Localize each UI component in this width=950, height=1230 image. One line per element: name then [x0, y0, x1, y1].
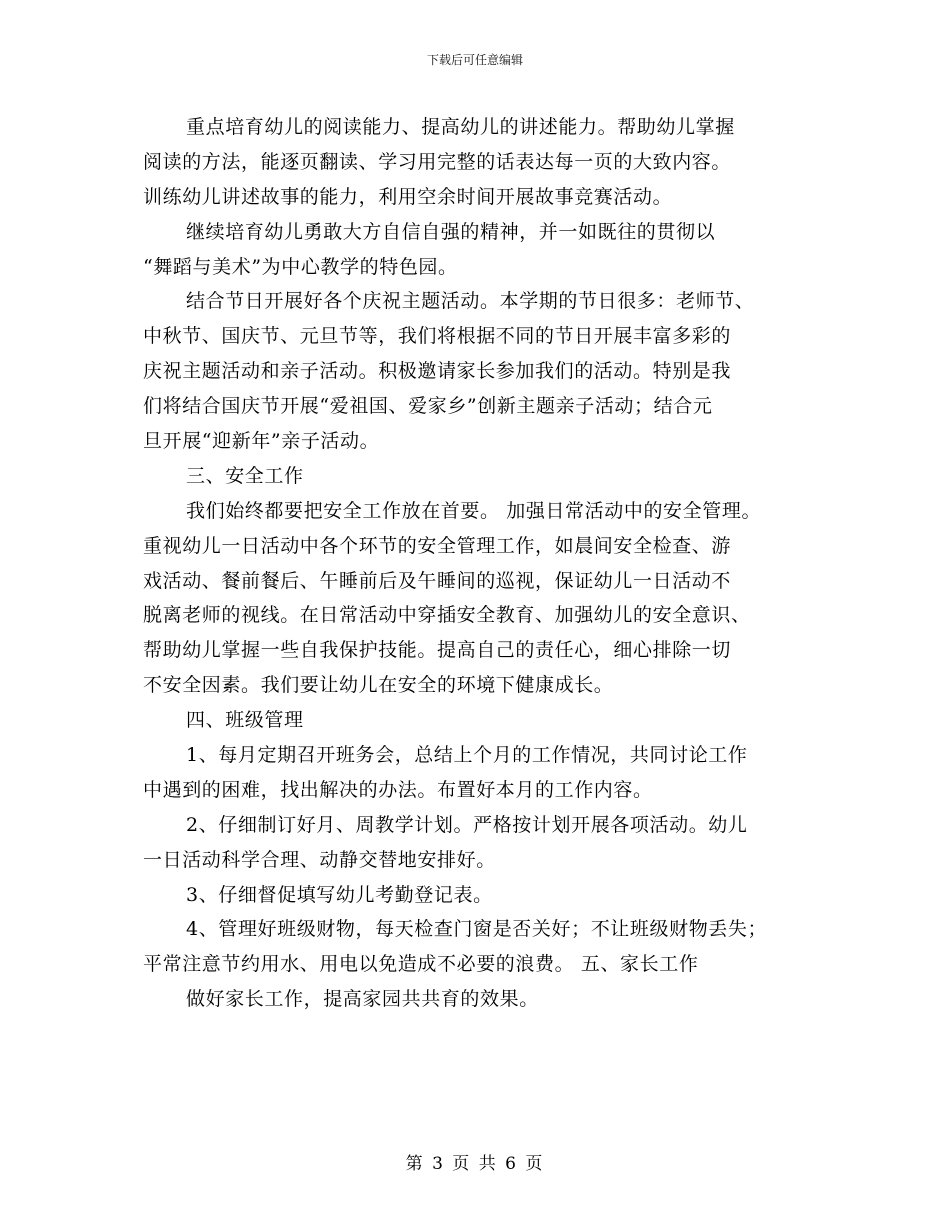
text-line: 庆祝主题活动和亲子活动。积极邀请家长参加我们的活动。特别是我 — [143, 360, 732, 383]
text-line: 中秋节、国庆节、元旦节等，我们将根据不同的节日开展丰富多彩的 — [143, 325, 732, 348]
text-line: 一日活动科学合理、动静交替地安排好。 — [143, 848, 496, 871]
text-line: 继续培育幼儿勇敢大方自信自强的精神，并一如既往的贯彻以 — [186, 220, 716, 243]
text-line: 结合节日开展好各个庆祝主题活动。本学期的节日很多：老师节、 — [186, 290, 755, 313]
text-line: 脱离老师的视线。在日常活动中穿插安全教育、加强幼儿的安全意识、 — [143, 604, 751, 627]
text-line: 中遇到的困难，找出解决的办法。布置好本月的工作内容。 — [143, 778, 653, 801]
text-line: “舞蹈与美术”为中心教学的特色园。 — [143, 255, 458, 278]
text-line: 4、管理好班级财物，每天检查门窗是否关好；不让班级财物丢失； — [186, 918, 768, 941]
text-line: 四、班级管理 — [186, 709, 304, 732]
page-header: 下载后可任意编辑 — [426, 53, 523, 67]
page-footer: 第 3 页 共 6 页 — [405, 1154, 545, 1174]
text-line: 做好家长工作，提高家园共共育的效果。 — [186, 988, 539, 1011]
body-text — [143, 112, 833, 1019]
text-line: 我们始终都要把安全工作放在首要。 加强日常活动中的安全管理。 — [186, 499, 762, 522]
text-line: 戏活动、餐前餐后、午睡前后及午睡间的巡视，保证幼儿一日活动不 — [143, 569, 732, 592]
text-line: 阅读的方法，能逐页翻读、学习用完整的话表达每一页的大致内容。 — [143, 150, 732, 173]
text-line: 重点培育幼儿的阅读能力、提高幼儿的讲述能力。帮助幼儿掌握 — [186, 116, 735, 138]
text-line: 平常注意节约用水、用电以免造成不必要的浪费。 五、家长工作 — [143, 953, 699, 976]
text-line: 旦开展“迎新年”亲子活动。 — [143, 430, 380, 453]
text-line: 训练幼儿讲述故事的能力，利用空余时间开展故事竞赛活动。 — [143, 185, 673, 208]
text-line: 不安全因素。我们要让幼儿在安全的环境下健康成长。 — [143, 674, 614, 697]
text-line: 们将结合国庆节开展“爱祖国、爱家乡”创新主题亲子活动；结合元 — [143, 395, 713, 418]
text-line: 3、仔细督促填写幼儿考勤登记表。 — [186, 883, 493, 906]
text-line: 重视幼儿一日活动中各个环节的安全管理工作，如晨间安全检查、游 — [143, 534, 732, 557]
text-line: 三、安全工作 — [186, 464, 304, 487]
text-line: 帮助幼儿掌握一些自我保护技能。提高自己的责任心，细心排除一切 — [143, 639, 732, 662]
text-line: 1、每月定期召开班务会，总结上个月的工作情况，共同讨论工作 — [186, 744, 748, 767]
text-line: 2、仔细制订好月、周教学计划。严格按计划开展各项活动。幼儿 — [186, 813, 748, 836]
